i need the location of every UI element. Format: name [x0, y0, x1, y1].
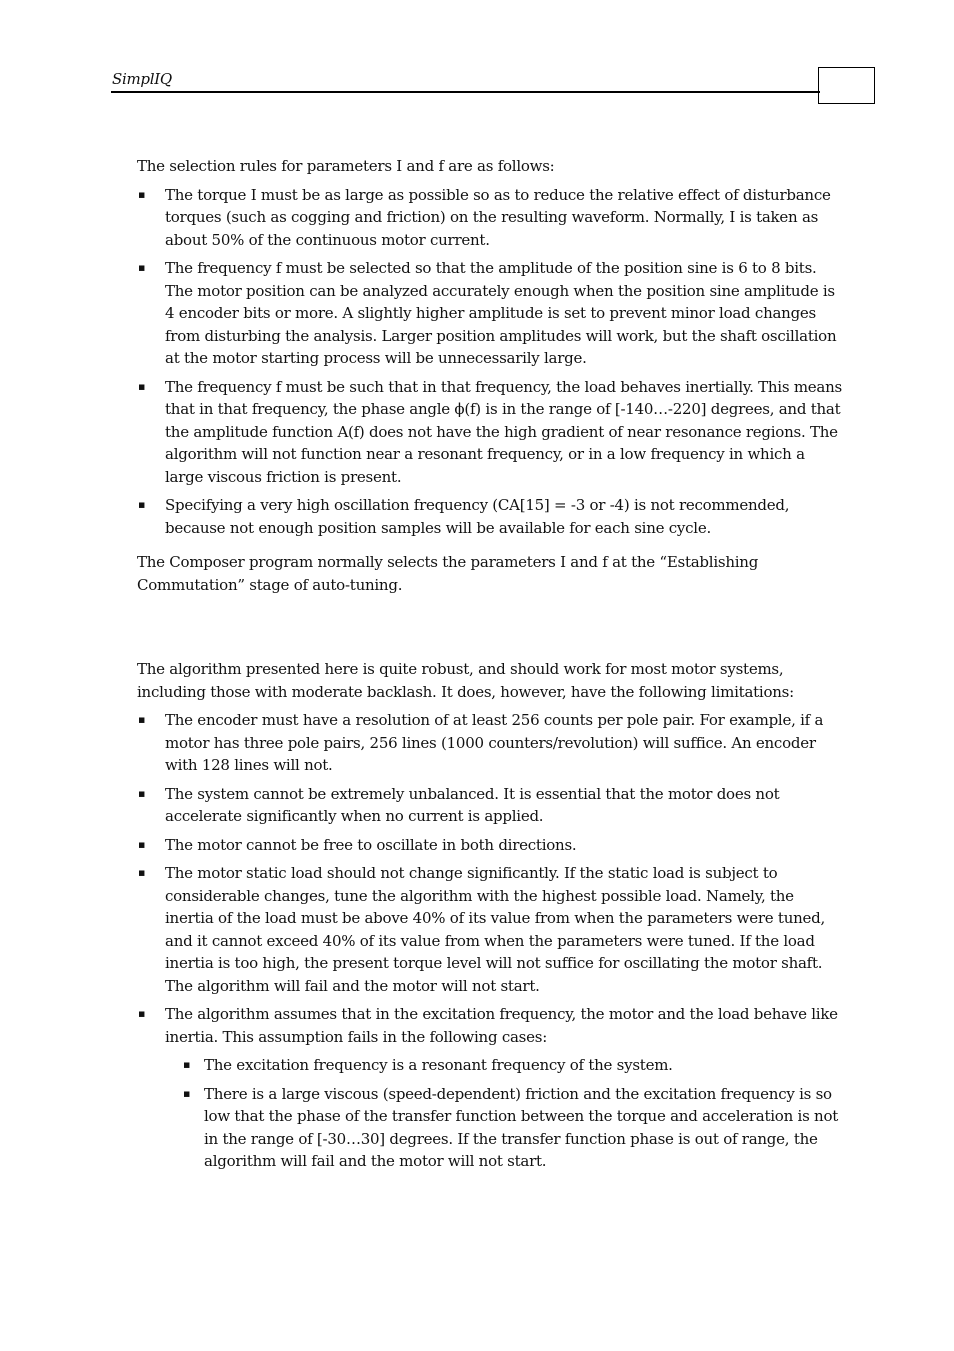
list-item: [137, 862, 845, 997]
limitations-intro: The algorithm presented here is quite robust, and should work for most motor systems, including those with moderate backlash. It does, however, have the following limitations:: [137, 660, 794, 701]
composer-note: The Composer program normally selects the parameters I and f at the “Establishing Commutation” stage of auto-tuning.: [137, 553, 759, 594]
page-number-box: [818, 67, 875, 104]
list-item: [137, 257, 845, 370]
list-item: [137, 834, 845, 857]
running-header-title: SimplIQ: [112, 70, 172, 88]
sub-list-item-text: There is a large viscous (speed-dependent) friction and the excitation frequency is so low that the phase of the transfer function between the torque and acceleration is not in the range of [-30…30] degrees. If the transfer function phase is out of range, the algorithm will fail and the motor will not start.: [204, 1084, 839, 1170]
sub-list-item: [165, 1083, 845, 1173]
sub-list-item-text: The excitation frequency is a resonant frequency of the system.: [204, 1056, 673, 1074]
list-item: [137, 184, 845, 252]
list-item-text: Specifying a very high oscillation frequency (CA[15] = -3 or -4) is not recommended, because not enough position samples will be available for each sine cycle.: [165, 496, 790, 537]
limitations-list: [137, 709, 845, 1173]
list-item: [137, 376, 845, 489]
bullet-icon: ▪: [138, 866, 146, 879]
bullet-icon: ▪: [138, 837, 146, 851]
list-item-text: The frequency f must be selected so that the amplitude of the position sine is 6 to 8 bits. The motor position can be analyzed accurately enough when the position sine amplitude is 4 encoder bits or more. A slightly higher amplitude is set to prevent minor load changes from disturbing the analysis. Larger position amplitudes will work, but the shaft oscillation at the motor starting process will be unnecessarily large.: [165, 259, 837, 367]
list-item-text: The torque I must be as large as possible so as to reduce the relative effect of disturbance torques (such as cogging and friction) on the resulting waveform. Normally, I is taken as about 50% of the continuous motor current.: [165, 185, 831, 249]
bullet-icon: ▪: [183, 1086, 191, 1100]
list-item: [137, 1003, 845, 1173]
bullet-icon: ▪: [138, 786, 146, 800]
header-rule: [111, 91, 820, 93]
list-item: [137, 783, 845, 828]
failure-cases-list: [165, 1054, 845, 1173]
list-item-text: The encoder must have a resolution of at least 256 counts per pole pair. For example, if a motor has three pole pairs, 256 lines (1000 counters/revolution) will suffice. An encoder with 128 lines will not.: [165, 711, 824, 774]
bullet-icon: ▪: [138, 187, 146, 201]
sub-list-item: [165, 1054, 845, 1077]
bullet-icon: ▪: [138, 1007, 146, 1020]
bullet-icon: ▪: [138, 498, 146, 511]
list-item-text: The system cannot be extremely unbalanced. It is essential that the motor does not accelerate significantly when no current is applied.: [165, 784, 780, 825]
selection-rules-intro: The selection rules for parameters I and f are as follows:: [137, 157, 555, 175]
list-item: [137, 494, 845, 539]
page-body: [137, 155, 845, 1173]
list-item-text: The algorithm assumes that in the excitation frequency, the motor and the load behave like inertia. This assumption fails in the following cases:: [165, 1005, 838, 1046]
bullet-icon: ▪: [183, 1058, 191, 1071]
bullet-icon: ▪: [138, 379, 146, 393]
list-item-text: The frequency f must be such that in that frequency, the load behaves inertially. This means that in that frequency, the phase angle ϕ(f) is in the range of [-140…-220] degrees, and that the amplitude function A(f) does not have the high gradient of near resonance regions. The algorithm will not function near a resonant frequency, or in a low frequency in which a large viscous friction is present.: [165, 377, 842, 486]
bullet-icon: ▪: [138, 261, 146, 274]
list-item: [137, 709, 845, 777]
bullet-icon: ▪: [138, 713, 146, 726]
list-item-text: The motor cannot be free to oscillate in both directions.: [165, 835, 577, 854]
list-item-text: The motor static load should not change significantly. If the static load is subject to considerable changes, tune the algorithm with the highest possible load. Namely, the inertia of the load must be above 40% of its value from when the parameters were tuned, and it cannot exceed 40% of its value from when the parameters were tuned. If the load inertia is too high, the present torque level will not suffice for oscillating the motor shaft. The algorithm will fail and the motor will not start.: [165, 864, 826, 995]
selection-rules-list: [137, 184, 845, 540]
